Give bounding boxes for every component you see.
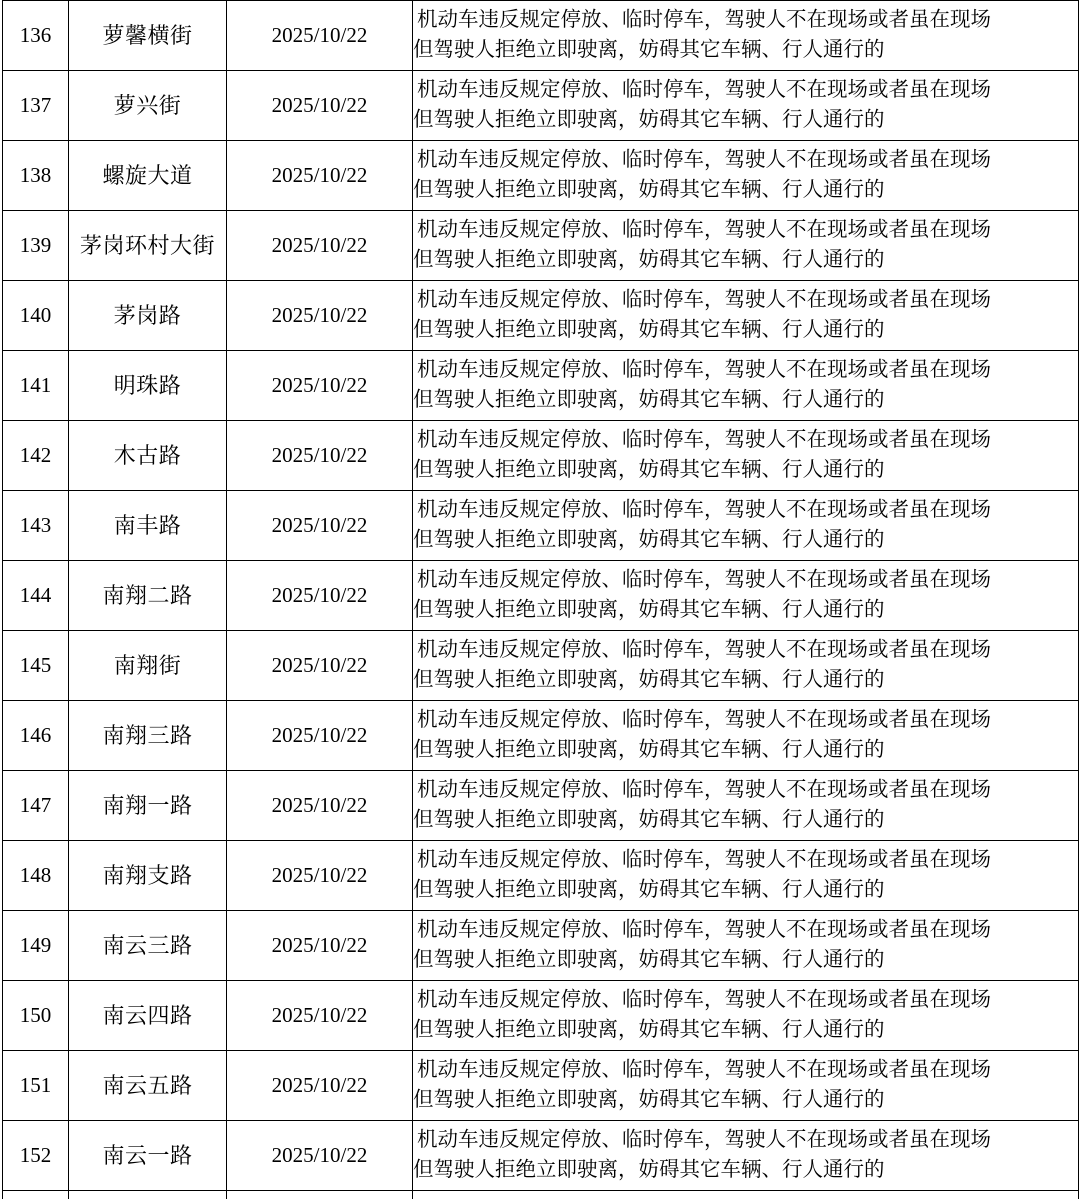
cell-date: 2025/10/22 [227,841,413,911]
cell-index: 151 [3,1051,69,1121]
cell-road-name: 南翔三路 [69,701,227,771]
table-row-partial [3,1191,1079,1200]
table-row [3,281,1079,351]
cell-reason [413,1121,1079,1191]
table-row [3,351,1079,421]
cell-reason [413,771,1079,841]
cell-road-name: 南丰路 [69,491,227,561]
reason-line-2: 但驾驶人拒绝立即驶离，妨碍其它车辆、行人通行的 [413,108,885,131]
cell-road-name: 茅岗环村大街 [69,211,227,281]
reason-line-1: 机动车违反规定停放、临时停车，驾驶人不在现场或者虽在现场 [417,989,991,1012]
cell-date: 2025/10/22 [227,631,413,701]
cell-index: 146 [3,701,69,771]
reason-line-1: 机动车违反规定停放、临时停车，驾驶人不在现场或者虽在现场 [417,79,991,102]
cell-reason [413,561,1079,631]
cell-index: 150 [3,981,69,1051]
cell-date: 2025/10/22 [227,1051,413,1121]
cell-date: 2025/10/22 [227,211,413,281]
cell-reason [413,351,1079,421]
reason-line-1: 机动车违反规定停放、临时停车，驾驶人不在现场或者虽在现场 [417,9,991,32]
reason-line-2: 但驾驶人拒绝立即驶离，妨碍其它车辆、行人通行的 [413,458,885,481]
cell-index: 149 [3,911,69,981]
cell-reason [413,841,1079,911]
reason-line-1: 机动车违反规定停放、临时停车，驾驶人不在现场或者虽在现场 [417,499,991,522]
cell-date: 2025/10/22 [227,911,413,981]
cell-index: 136 [3,1,69,71]
cell-date: 2025/10/22 [227,1,413,71]
cell-reason [413,421,1079,491]
cell-reason [413,701,1079,771]
cell-index: 143 [3,491,69,561]
cell-road-name-partial [69,1191,227,1200]
cell-index: 140 [3,281,69,351]
table-row [3,1121,1079,1191]
reason-line-1: 机动车违反规定停放、临时停车，驾驶人不在现场或者虽在现场 [417,709,991,732]
cell-road-name: 木古路 [69,421,227,491]
table-row [3,911,1079,981]
cell-reason [413,281,1079,351]
table-row [3,1,1079,71]
cell-reason [413,71,1079,141]
cell-road-name: 南云五路 [69,1051,227,1121]
table-row [3,211,1079,281]
reason-line-1: 机动车违反规定停放、临时停车，驾驶人不在现场或者虽在现场 [417,149,991,172]
reason-line-2: 但驾驶人拒绝立即驶离，妨碍其它车辆、行人通行的 [413,878,885,901]
reason-line-2: 但驾驶人拒绝立即驶离，妨碍其它车辆、行人通行的 [413,668,885,691]
reason-line-2: 但驾驶人拒绝立即驶离，妨碍其它车辆、行人通行的 [413,948,885,971]
table-row [3,1051,1079,1121]
table-row [3,841,1079,911]
reason-line-1: 机动车违反规定停放、临时停车，驾驶人不在现场或者虽在现场 [417,1129,991,1152]
cell-reason [413,141,1079,211]
reason-line-2: 但驾驶人拒绝立即驶离，妨碍其它车辆、行人通行的 [413,1088,885,1111]
table-row [3,701,1079,771]
cell-date: 2025/10/22 [227,1121,413,1191]
cell-date: 2025/10/22 [227,421,413,491]
cell-date: 2025/10/22 [227,281,413,351]
cell-reason [413,631,1079,701]
cell-index: 138 [3,141,69,211]
cell-index: 145 [3,631,69,701]
cell-road-name: 南翔二路 [69,561,227,631]
reason-line-1: 机动车违反规定停放、临时停车，驾驶人不在现场或者虽在现场 [417,1059,991,1082]
cell-reason [413,211,1079,281]
table-row [3,141,1079,211]
table-row [3,631,1079,701]
cell-reason [413,1051,1079,1121]
reason-line-1: 机动车违反规定停放、临时停车，驾驶人不在现场或者虽在现场 [417,359,991,382]
cell-reason [413,1,1079,71]
cell-date: 2025/10/22 [227,561,413,631]
reason-line-2: 但驾驶人拒绝立即驶离，妨碍其它车辆、行人通行的 [413,318,885,341]
table-body [3,1,1079,1200]
cell-reason-partial [413,1191,1079,1200]
table-row [3,421,1079,491]
cell-index-partial [3,1191,69,1200]
cell-reason [413,911,1079,981]
reason-line-1: 机动车违反规定停放、临时停车，驾驶人不在现场或者虽在现场 [417,849,991,872]
reason-line-2: 但驾驶人拒绝立即驶离，妨碍其它车辆、行人通行的 [413,598,885,621]
reason-line-1: 机动车违反规定停放、临时停车，驾驶人不在现场或者虽在现场 [417,219,991,242]
reason-line-2: 但驾驶人拒绝立即驶离，妨碍其它车辆、行人通行的 [413,178,885,201]
cell-road-name: 萝馨横街 [69,1,227,71]
cell-road-name: 螺旋大道 [69,141,227,211]
cell-road-name: 南翔街 [69,631,227,701]
cell-reason [413,491,1079,561]
reason-line-2: 但驾驶人拒绝立即驶离，妨碍其它车辆、行人通行的 [413,808,885,831]
reason-line-1: 机动车违反规定停放、临时停车，驾驶人不在现场或者虽在现场 [417,639,991,662]
cell-index: 137 [3,71,69,141]
reason-line-2: 但驾驶人拒绝立即驶离，妨碍其它车辆、行人通行的 [413,528,885,551]
reason-line-2: 但驾驶人拒绝立即驶离，妨碍其它车辆、行人通行的 [413,1158,885,1181]
cell-date: 2025/10/22 [227,141,413,211]
cell-date: 2025/10/22 [227,771,413,841]
table-row [3,71,1079,141]
reason-line-1: 机动车违反规定停放、临时停车，驾驶人不在现场或者虽在现场 [417,289,991,312]
reason-line-2: 但驾驶人拒绝立即驶离，妨碍其它车辆、行人通行的 [413,738,885,761]
reason-line-1: 机动车违反规定停放、临时停车，驾驶人不在现场或者虽在现场 [417,779,991,802]
table-row [3,771,1079,841]
cell-road-name: 南云三路 [69,911,227,981]
cell-index: 147 [3,771,69,841]
cell-road-name: 南翔支路 [69,841,227,911]
cell-date: 2025/10/22 [227,71,413,141]
cell-index: 139 [3,211,69,281]
cell-index: 144 [3,561,69,631]
cell-road-name: 南云一路 [69,1121,227,1191]
cell-index: 142 [3,421,69,491]
cell-index: 141 [3,351,69,421]
table-row [3,981,1079,1051]
cell-date: 2025/10/22 [227,351,413,421]
cell-date-partial [227,1191,413,1200]
cell-road-name: 茅岗路 [69,281,227,351]
reason-line-2: 但驾驶人拒绝立即驶离，妨碍其它车辆、行人通行的 [413,248,885,271]
reason-line-2: 但驾驶人拒绝立即驶离，妨碍其它车辆、行人通行的 [413,388,885,411]
violation-road-table [2,0,1079,1199]
reason-line-2: 但驾驶人拒绝立即驶离，妨碍其它车辆、行人通行的 [413,38,885,61]
cell-date: 2025/10/22 [227,981,413,1051]
cell-road-name: 明珠路 [69,351,227,421]
cell-reason [413,981,1079,1051]
reason-line-1: 机动车违反规定停放、临时停车，驾驶人不在现场或者虽在现场 [417,429,991,452]
cell-index: 148 [3,841,69,911]
cell-index: 152 [3,1121,69,1191]
table-row [3,491,1079,561]
cell-date: 2025/10/22 [227,701,413,771]
reason-line-1: 机动车违反规定停放、临时停车，驾驶人不在现场或者虽在现场 [417,919,991,942]
cell-road-name: 南云四路 [69,981,227,1051]
cell-road-name: 萝兴街 [69,71,227,141]
cell-date: 2025/10/22 [227,491,413,561]
reason-line-1: 机动车违反规定停放、临时停车，驾驶人不在现场或者虽在现场 [417,569,991,592]
reason-line-2: 但驾驶人拒绝立即驶离，妨碍其它车辆、行人通行的 [413,1018,885,1041]
cell-road-name: 南翔一路 [69,771,227,841]
table-row [3,561,1079,631]
